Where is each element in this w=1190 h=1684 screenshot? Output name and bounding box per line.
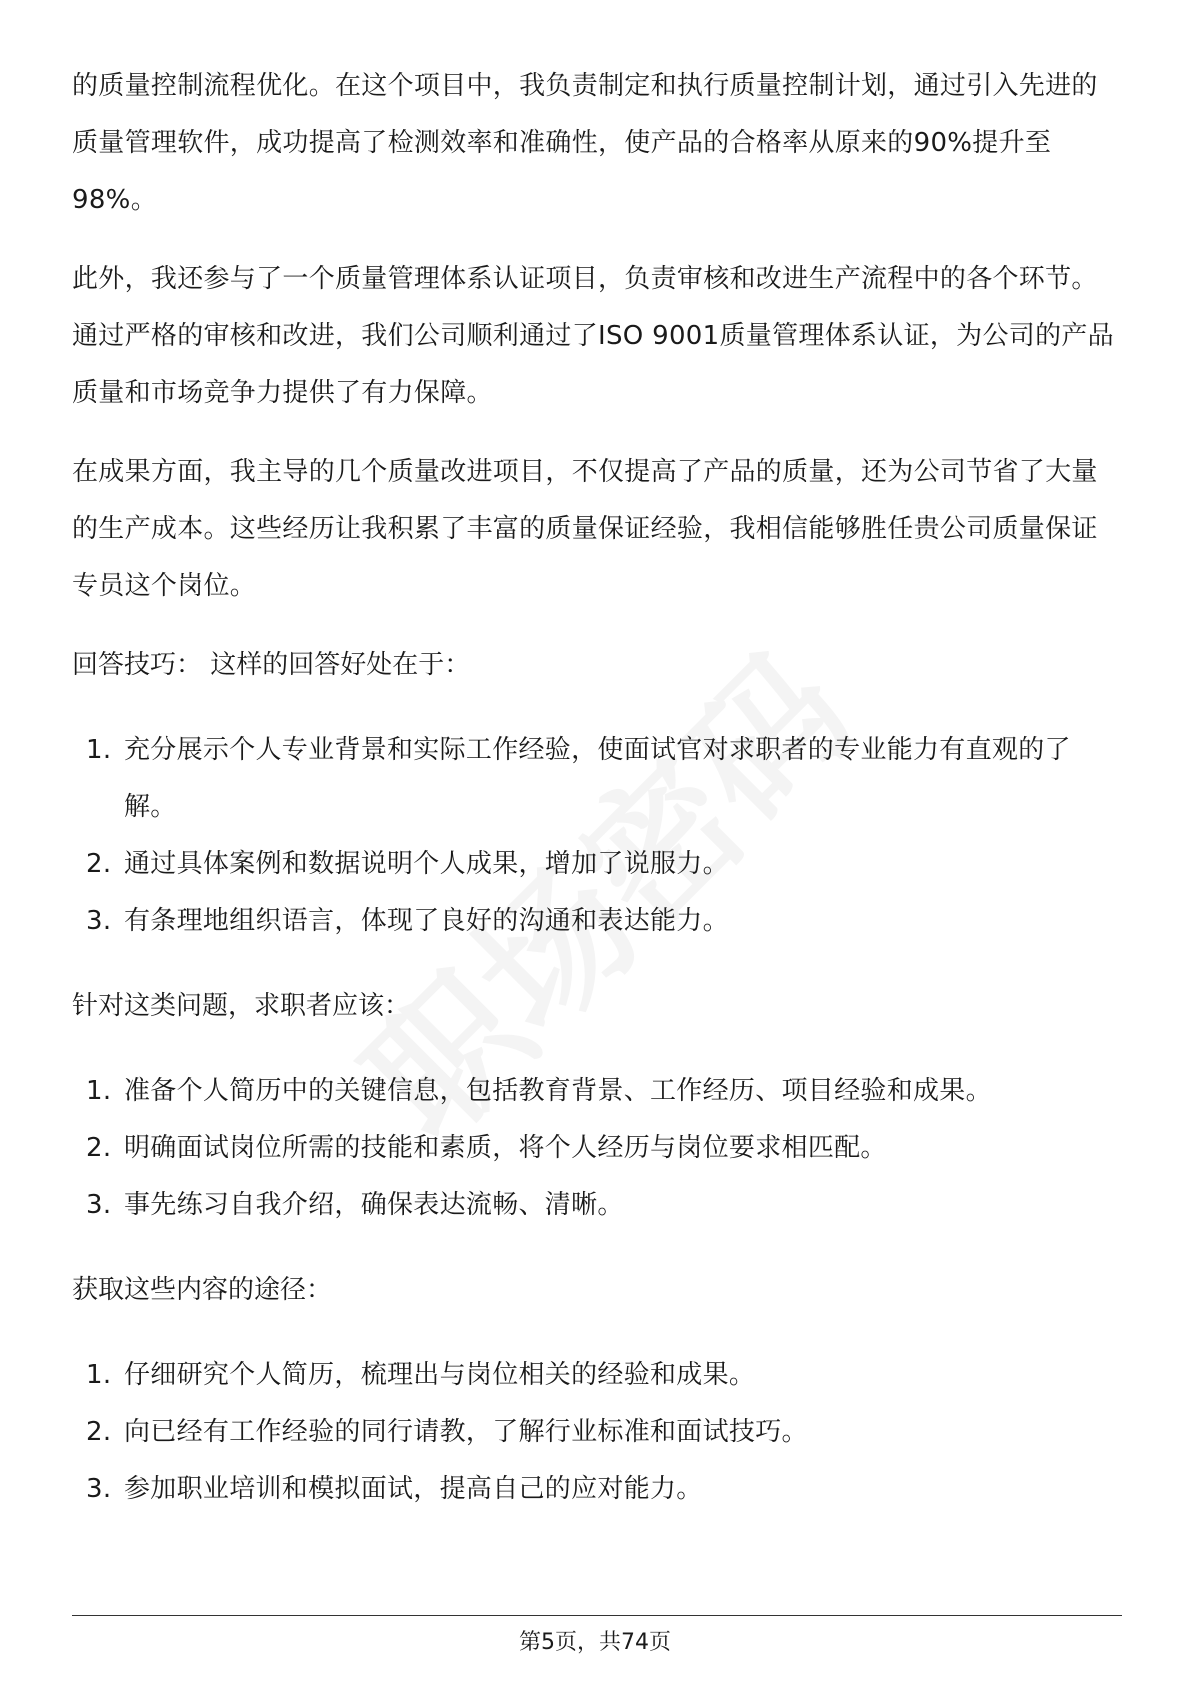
- list-item-text: 明确面试岗位所需的技能和素质，将个人经历与岗位要求相匹配。: [124, 1133, 887, 1163]
- list-number: 2.: [86, 1417, 112, 1447]
- list-item: [72, 722, 1122, 836]
- body-paragraph: 此外，我还参与了一个质量管理体系认证项目，负责审核和改进生产流程中的各个环节。通过严格的审核和改进，我们公司顺利通过了ISO 9001质量管理体系认证，为公司的产品质量和市场竞争力提供了有力保障。: [72, 264, 1114, 408]
- list-number: 3.: [86, 1474, 112, 1504]
- section-heading-tips: 回答技巧： 这样的回答好处在于：: [72, 650, 471, 680]
- list-item: [72, 1177, 1122, 1234]
- body-paragraph: 的质量控制流程优化。在这个项目中，我负责制定和执行质量控制计划，通过引入先进的质量管理软件，成功提高了检测效率和准确性，使产品的合格率从原来的90%提升至98%。: [72, 71, 1098, 215]
- list-item: [72, 836, 1122, 893]
- list-item: [72, 1461, 1122, 1518]
- list-number: 1.: [86, 1076, 112, 1106]
- advice-list: [72, 1063, 1122, 1234]
- section-heading-advice: 针对这类问题，求职者应该：: [72, 991, 411, 1021]
- list-number: 1.: [86, 735, 112, 765]
- list-item: [72, 1063, 1122, 1120]
- body-paragraph: 在成果方面，我主导的几个质量改进项目，不仅提高了产品的质量，还为公司节省了大量的生产成本。这些经历让我积累了丰富的质量保证经验，我相信能够胜任贵公司质量保证专员这个岗位。: [72, 457, 1098, 601]
- sources-list: [72, 1347, 1122, 1518]
- list-number: 3.: [86, 906, 112, 936]
- list-item-text: 向已经有工作经验的同行请教，了解行业标准和面试技巧。: [124, 1417, 808, 1447]
- list-item-text: 准备个人简历中的关键信息，包括教育背景、工作经历、项目经验和成果。: [124, 1076, 992, 1106]
- page-number: 第5页，共74页: [519, 1630, 671, 1655]
- list-item-text: 事先练习自我介绍，确保表达流畅、清晰。: [124, 1190, 624, 1220]
- section-heading-sources: 获取这些内容的途径：: [72, 1275, 333, 1305]
- list-item: [72, 1120, 1122, 1177]
- list-item: [72, 1347, 1122, 1404]
- list-item-text: 仔细研究个人简历，梳理出与岗位相关的经验和成果。: [124, 1360, 756, 1390]
- list-item: [72, 1404, 1122, 1461]
- list-item: [72, 893, 1122, 950]
- list-item-text: 通过具体案例和数据说明个人成果，增加了说服力。: [124, 849, 729, 879]
- list-item-text: 有条理地组织语言，体现了良好的沟通和表达能力。: [124, 906, 729, 936]
- page-content: [72, 58, 1122, 1546]
- footer-divider: [72, 1615, 1122, 1616]
- list-number: 1.: [86, 1360, 112, 1390]
- list-number: 2.: [86, 1133, 112, 1163]
- list-item-text: 充分展示个人专业背景和实际工作经验，使面试官对求职者的专业能力有直观的了解。: [124, 735, 1071, 822]
- tips-list: [72, 722, 1122, 950]
- list-number: 3.: [86, 1190, 112, 1220]
- list-item-text: 参加职业培训和模拟面试，提高自己的应对能力。: [124, 1474, 703, 1504]
- list-number: 2.: [86, 849, 112, 879]
